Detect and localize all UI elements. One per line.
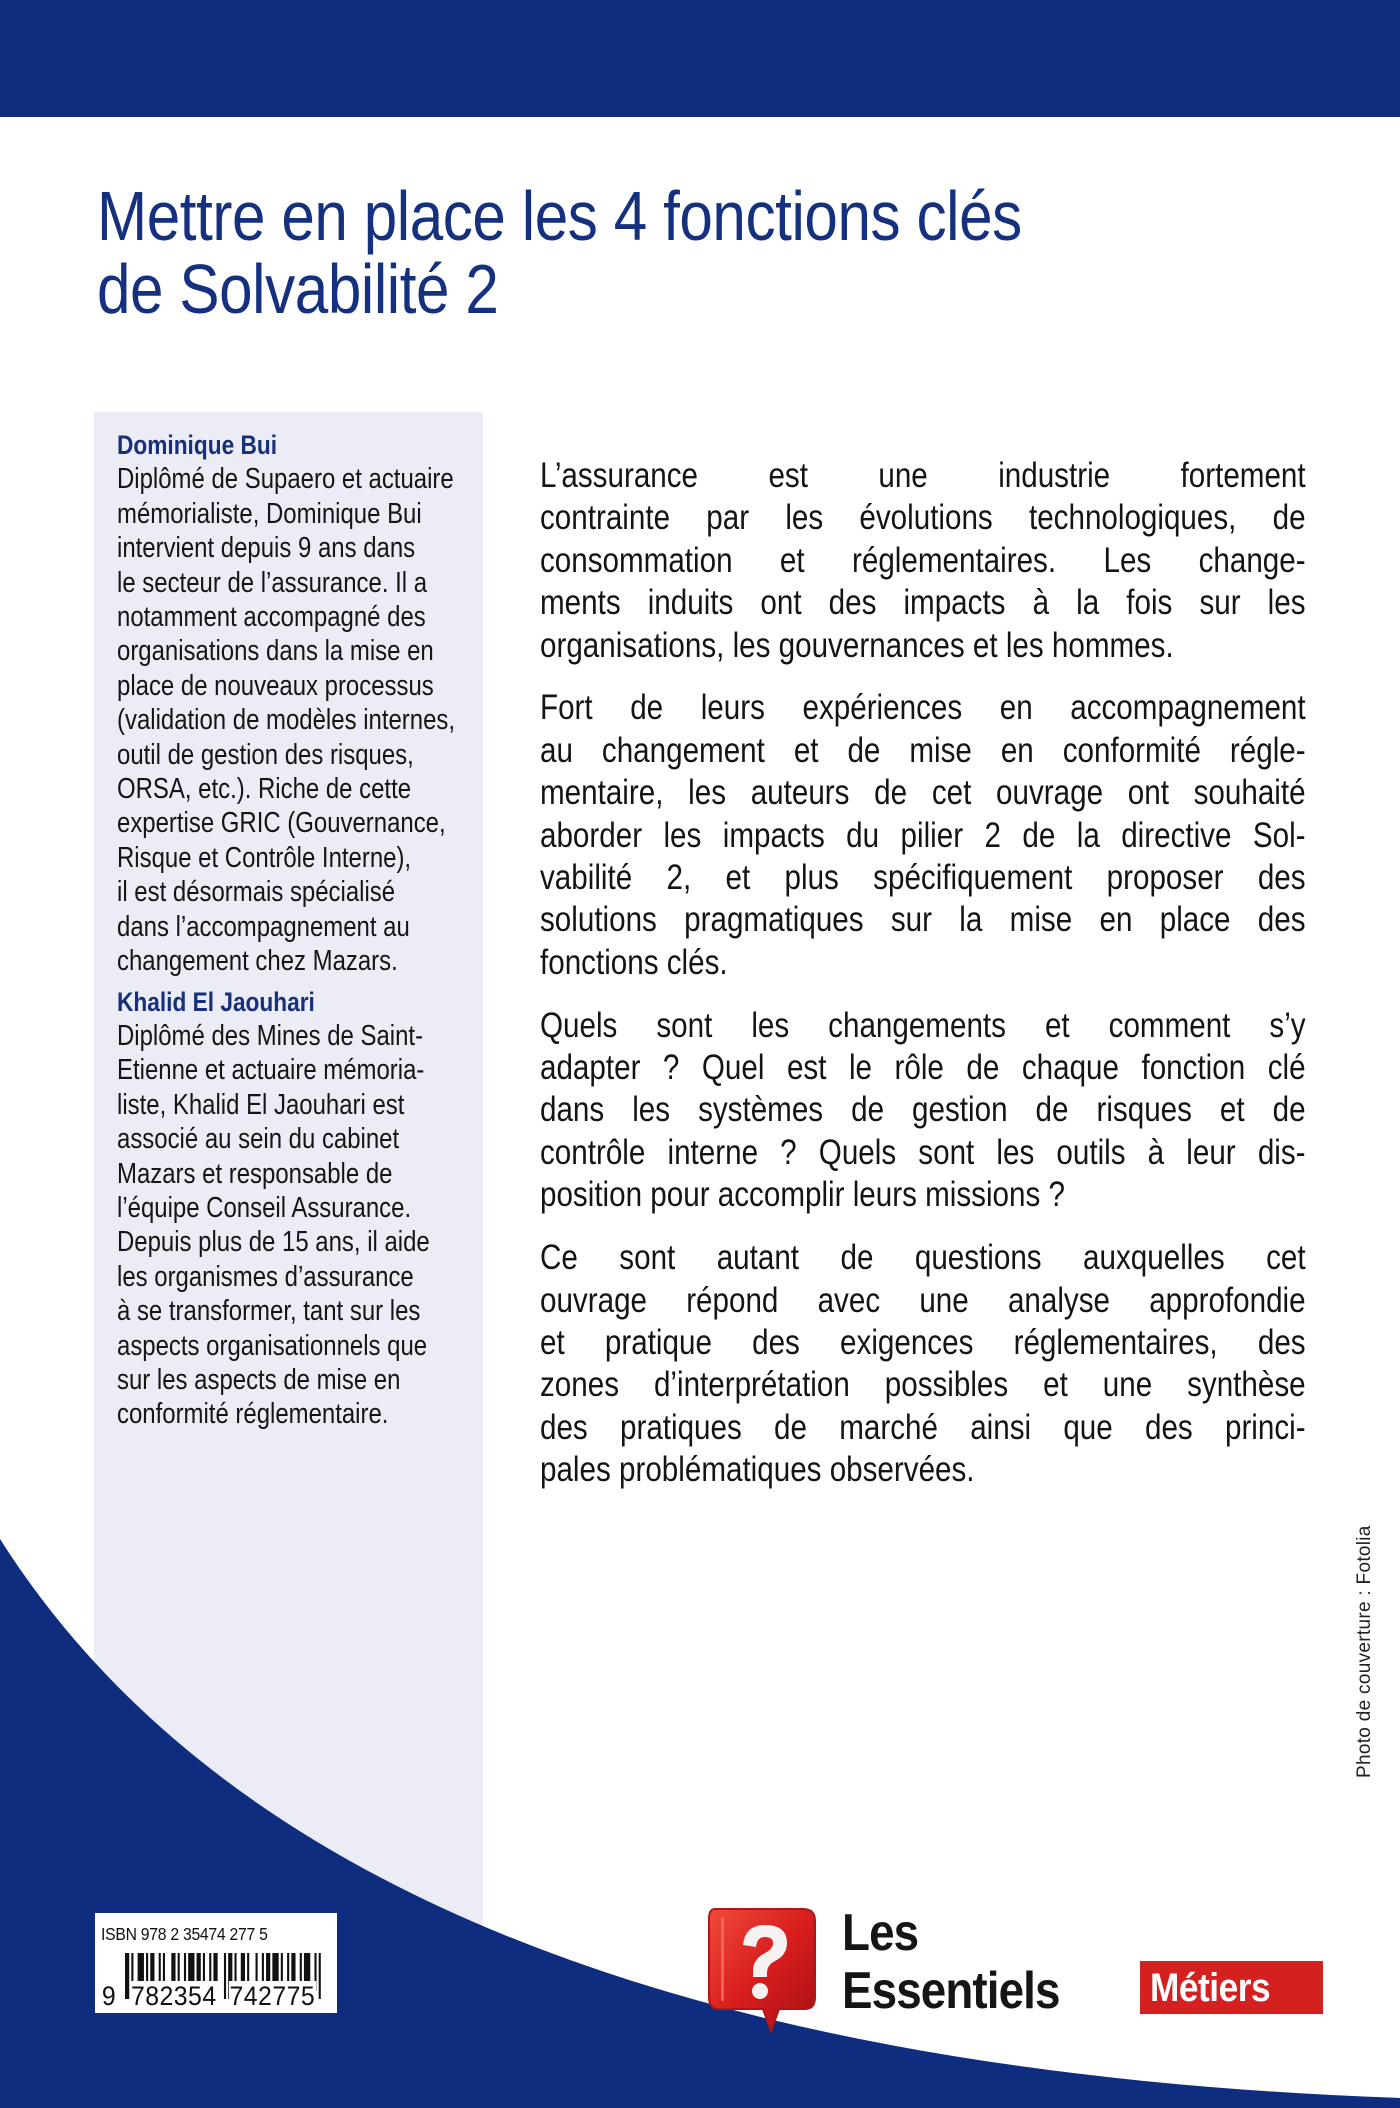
isbn-barcode — [95, 1913, 337, 2013]
summary-line — [540, 455, 1306, 497]
summary-word: cet — [931, 773, 972, 813]
summary-word: avec — [817, 1280, 881, 1320]
ean-first-digit: 9 — [101, 1981, 117, 2011]
author-bio-line: changement chez Mazars. — [117, 945, 398, 978]
summary-word: systèmes — [698, 1090, 824, 1130]
summary-word: changement — [601, 730, 765, 770]
summary-word: Ce — [540, 1238, 578, 1278]
summary-word: chaque — [1021, 1048, 1119, 1088]
summary-word: change- — [1198, 540, 1306, 580]
summary-word: sont — [918, 1132, 975, 1172]
summary-word: fois — [1126, 583, 1173, 623]
summary-line — [540, 582, 1306, 624]
author-bio-line: mémorialiste, Dominique Bui — [117, 497, 422, 530]
summary-word: clé — [1267, 1048, 1306, 1088]
summary-line — [540, 1237, 1306, 1279]
summary-word: de — [1272, 1090, 1306, 1130]
summary-word: pragmatiques — [684, 900, 864, 940]
summary-word: risques — [1096, 1090, 1192, 1130]
summary-word: de — [630, 688, 664, 728]
author-bio-line: à se transformer, tant sur les — [117, 1295, 421, 1328]
author-bio-line: intervient depuis 9 ans dans — [117, 532, 416, 565]
summary-word: expériences — [802, 688, 963, 728]
summary-word: s’y — [1269, 1005, 1306, 1045]
summary-word: souhaité — [1193, 773, 1306, 813]
author-bio-line: dans l’accompagnement au — [117, 910, 410, 943]
summary-line — [540, 1364, 1306, 1406]
summary-word: questions — [914, 1238, 1042, 1278]
summary-word: zones — [540, 1365, 620, 1405]
summary-line — [540, 730, 1306, 772]
summary-word: Quel — [701, 1048, 765, 1088]
summary-word: les — [751, 1005, 790, 1045]
author-bio-line: associé au sein du cabinet — [117, 1123, 400, 1156]
summary-word: du — [846, 815, 880, 855]
summary-word: ? — [780, 1132, 797, 1172]
summary-word: des — [752, 1322, 800, 1362]
summary-word: les — [996, 1132, 1035, 1172]
author-bio-line: Etienne et actuaire mémoria- — [117, 1054, 425, 1087]
summary-word: auteurs — [750, 773, 850, 813]
ean-left-group: 782354 — [130, 1981, 217, 2011]
summary-word: 2 — [984, 815, 1001, 855]
summary-word: des — [540, 1407, 588, 1447]
summary-word: pratiques — [619, 1407, 742, 1447]
summary-word: réglementaires, — [1013, 1322, 1218, 1362]
summary-paragraph — [540, 455, 1306, 667]
summary-line: position pour accomplir leurs missions ? — [540, 1175, 1065, 1215]
barcode-bar — [319, 1953, 321, 1999]
summary-line — [540, 1089, 1306, 1131]
summary-word: sur — [890, 900, 933, 940]
summary-line — [540, 497, 1306, 539]
summary-line — [540, 540, 1306, 582]
summary-word: une — [1102, 1365, 1153, 1405]
author-bio-line: sur les aspects de mise en — [117, 1363, 401, 1396]
summary-word: les — [1267, 583, 1306, 623]
summary-line: fonctions clés. — [540, 942, 728, 982]
summary-word: analyse — [1007, 1280, 1111, 1320]
summary-word: L’assurance — [540, 456, 699, 495]
author-block — [117, 985, 470, 1432]
summary-word: sont — [656, 1005, 713, 1045]
summary-word: impacts — [722, 815, 825, 855]
summary-word: par — [706, 498, 750, 538]
summary-word: dans — [540, 1090, 605, 1130]
summary-word: les — [663, 815, 702, 855]
summary-word: plus — [784, 858, 839, 898]
summary-line — [540, 1322, 1306, 1364]
summary-word: de — [840, 1238, 874, 1278]
summary-word: aborder — [540, 815, 643, 855]
author-bio-line: conformité réglementaire. — [117, 1398, 389, 1431]
summary-word: exigences — [840, 1322, 974, 1362]
summary-word: induits — [647, 583, 734, 623]
author-bio-line: il est désormais spécialisé — [117, 876, 396, 909]
author-bio-line: l’équipe Conseil Assurance. — [117, 1191, 412, 1224]
author-bio-line: Diplômé des Mines de Saint- — [117, 1019, 424, 1052]
summary-word: mise — [909, 730, 972, 770]
isbn-label: ISBN 978 2 35474 277 5 — [101, 1924, 268, 1944]
summary-word: changements — [828, 1005, 1006, 1045]
summary-word: Quels — [818, 1132, 897, 1172]
summary-word: proposer — [1106, 858, 1224, 898]
author-bio-line: Depuis plus de 15 ans, il aide — [117, 1226, 430, 1259]
summary-line: organisations, les gouvernances et les hommes. — [540, 625, 1174, 665]
summary-paragraph — [540, 1237, 1306, 1491]
summary-word: leurs — [700, 688, 765, 728]
summary-word: la — [1076, 583, 1100, 623]
author-bio-line: les organismes d’assurance — [117, 1260, 414, 1293]
summary-word: est — [786, 1048, 827, 1088]
summary-word: impacts — [903, 583, 1006, 623]
summary-word: marché — [839, 1407, 938, 1447]
summary-line — [540, 1132, 1306, 1174]
photo-credit: Photo de couverture : Fotolia — [1354, 1525, 1375, 1778]
summary-line — [540, 1047, 1306, 1089]
summary-word: synthèse — [1187, 1365, 1306, 1405]
summary-word: leur — [1186, 1132, 1236, 1172]
question-speech-bubble-icon — [705, 1905, 820, 2035]
summary-word: de — [774, 1407, 807, 1447]
summary-word: cet — [1266, 1238, 1306, 1278]
blue-arc-shape — [0, 1539, 1400, 2108]
author-name: Dominique Bui — [117, 430, 278, 460]
summary-word: Fort — [540, 688, 593, 728]
author-bio-line: le secteur de l’assurance. Il a — [117, 566, 428, 599]
summary-word: et — [793, 730, 819, 770]
summary-word: spécifiquement — [873, 858, 1073, 898]
summary-word: en — [1000, 730, 1034, 770]
summary-word: pilier — [900, 815, 964, 855]
summary-word: de — [1035, 1090, 1069, 1130]
summary-word: réglementaires. — [852, 540, 1057, 580]
summary-word: la — [1076, 815, 1100, 855]
summary-line — [540, 687, 1306, 729]
summary-line: pales problématiques observées. — [540, 1450, 975, 1490]
summary-word: ont — [760, 583, 802, 623]
author-bio-line: notamment accompagné des — [117, 601, 426, 634]
summary-word: et — [1219, 1090, 1245, 1130]
summary-word: de — [874, 773, 908, 813]
author-bio-line: Mazars et responsable de — [117, 1157, 393, 1190]
logo-badge-metiers — [1140, 1961, 1323, 2014]
summary-word: comment — [1108, 1005, 1231, 1045]
summary-word: Les — [1103, 540, 1152, 580]
author-bio-line: expertise GRIC (Gouvernance, — [117, 807, 446, 840]
summary-word: Quels — [540, 1005, 618, 1045]
summary-word: évolutions — [859, 498, 993, 538]
author-bio-line: outil de gestion des risques, — [117, 738, 414, 771]
summary-word: conformité — [1062, 730, 1201, 770]
summary-word: régle- — [1229, 730, 1306, 770]
logo-text-essentiels: Essentiels — [842, 1962, 1060, 2020]
summary-line — [540, 1005, 1306, 1047]
logo-text-les: Les — [842, 1904, 919, 1962]
summary-word: de — [1022, 815, 1056, 855]
summary-word: possibles — [884, 1365, 1009, 1405]
summary-word: des — [1257, 1322, 1306, 1362]
summary-word: ouvrage — [540, 1280, 648, 1320]
summary-word: de — [966, 1048, 1000, 1088]
summary-word: une — [878, 456, 928, 495]
summary-word: sont — [619, 1238, 676, 1278]
summary-word: en — [1099, 900, 1133, 940]
author-block — [117, 428, 470, 979]
summary-word: dis- — [1257, 1132, 1306, 1172]
summary-word: vabilité — [540, 858, 633, 898]
summary-word: autant — [716, 1238, 800, 1278]
author-bio-line: liste, Khalid El Jaouhari est — [117, 1088, 405, 1121]
summary-word: et — [540, 1322, 565, 1362]
summary-word: des — [1257, 858, 1306, 898]
summary-word: des — [828, 583, 877, 623]
summary-word: accompagnement — [1070, 688, 1306, 728]
summary-word: les — [688, 773, 727, 813]
summary-word: fortement — [1180, 456, 1306, 495]
summary-word: consommation — [540, 540, 733, 580]
summary-line — [540, 1280, 1306, 1322]
summary-word: d’interprétation — [653, 1365, 850, 1405]
summary-word: la — [959, 900, 983, 940]
summary-word: et — [779, 540, 805, 580]
summary-word: 2, — [666, 858, 692, 898]
summary-word: est — [768, 456, 808, 495]
summary-word: pratique — [604, 1322, 712, 1362]
summary-word: industrie — [998, 456, 1111, 495]
back-cover-summary — [540, 455, 1306, 1512]
summary-word: les — [785, 498, 824, 538]
summary-word: des — [1144, 1407, 1193, 1447]
summary-word: fonction — [1141, 1048, 1246, 1088]
summary-word: approfondie — [1149, 1280, 1306, 1320]
ean-digits — [101, 1981, 316, 2012]
summary-word: le — [848, 1048, 873, 1088]
summary-word: auxquelles — [1083, 1238, 1225, 1278]
author-bio-line: ORSA, etc.). Riche de cette — [117, 773, 412, 806]
summary-word: sur — [1199, 583, 1241, 623]
summary-word: princi- — [1224, 1407, 1306, 1447]
summary-line — [540, 899, 1306, 941]
summary-word: interne — [667, 1132, 759, 1172]
summary-word: ? — [662, 1048, 680, 1088]
logo-badge-label: Métiers — [1150, 1966, 1271, 2010]
summary-word: ainsi — [970, 1407, 1032, 1447]
summary-word: place — [1159, 900, 1231, 940]
summary-word: Sol- — [1252, 815, 1306, 855]
summary-line — [540, 772, 1306, 814]
summary-word: au — [540, 730, 573, 770]
summary-paragraph — [540, 687, 1306, 984]
summary-word: ouvrage — [996, 773, 1104, 813]
author-bio-line: aspects organisationnels que — [117, 1329, 428, 1362]
author-bio-line: place de nouveaux processus — [117, 669, 434, 702]
summary-word: ments — [540, 583, 621, 623]
summary-word: à — [1147, 1132, 1165, 1172]
author-bio-line: (validation de modèles internes, — [117, 704, 456, 737]
summary-word: contrainte — [540, 498, 671, 538]
summary-word: de — [1272, 498, 1306, 538]
book-title-line-1: Mettre en place les 4 fonctions clés — [97, 177, 1022, 255]
summary-line — [540, 1407, 1306, 1449]
authors-bios — [117, 428, 470, 1438]
book-title-line-2: de Solvabilité 2 — [97, 250, 499, 328]
summary-word: et — [1043, 1365, 1068, 1405]
summary-word: ont — [1127, 773, 1169, 813]
summary-word: adapter — [540, 1048, 641, 1088]
summary-word: contrôle — [540, 1132, 646, 1172]
summary-word: en — [999, 688, 1033, 728]
summary-word: mentaire, — [540, 773, 664, 813]
author-name: Khalid El Jaouhari — [117, 986, 315, 1017]
summary-word: et — [725, 858, 751, 898]
summary-word: et — [1044, 1005, 1070, 1045]
summary-line — [540, 857, 1306, 899]
author-bio-line: Diplômé de Supaero et actuaire — [117, 463, 454, 496]
summary-word: directive — [1121, 815, 1232, 855]
summary-word: outils — [1056, 1132, 1126, 1172]
summary-word: que — [1063, 1407, 1113, 1447]
summary-word: de — [847, 730, 881, 770]
summary-word: solutions — [540, 900, 657, 940]
summary-line — [540, 815, 1306, 857]
summary-word: technologiques, — [1028, 498, 1237, 538]
summary-word: des — [1257, 900, 1306, 940]
author-bio-line: organisations dans la mise en — [117, 635, 434, 668]
summary-word: une — [919, 1280, 969, 1320]
summary-word: gestion — [912, 1090, 1008, 1130]
author-bio-line: Risque et Contrôle Interne), — [117, 841, 412, 874]
ean-right-group: 742775 — [229, 1981, 316, 2011]
summary-word: mise — [1009, 900, 1073, 940]
summary-word: les — [632, 1090, 671, 1130]
summary-word: à — [1032, 583, 1050, 623]
summary-word: répond — [686, 1280, 779, 1320]
summary-paragraph — [540, 1005, 1306, 1217]
summary-word: de — [851, 1090, 885, 1130]
summary-word: rôle — [894, 1048, 944, 1088]
